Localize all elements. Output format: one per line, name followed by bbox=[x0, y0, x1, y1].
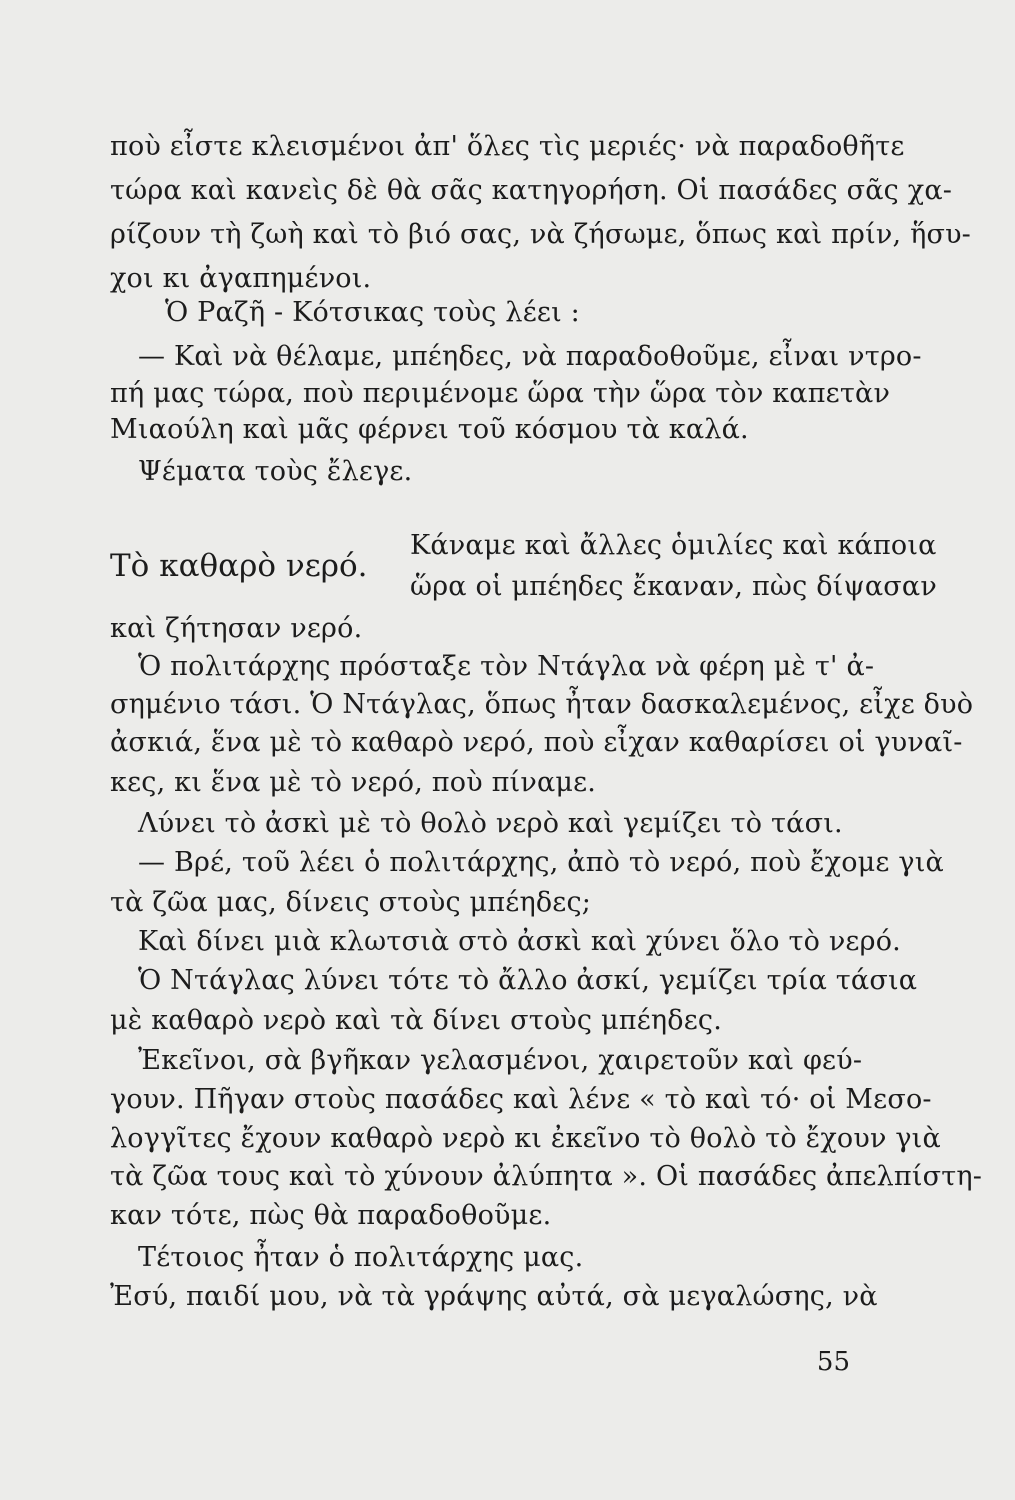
text-line: καν τότε, πὼς θὰ παραδοθοῦμε. bbox=[110, 1200, 552, 1231]
text-line: κες, κι ἕνα μὲ τὸ νερό, ποὺ πίναμε. bbox=[110, 767, 597, 798]
side-heading: Τὸ καθαρὸ νερό. bbox=[110, 548, 368, 584]
text-line: γουν. Πῆγαν στοὺς πασάδες καὶ λένε « τὸ καὶ τό· οἱ Μεσο- bbox=[110, 1084, 932, 1115]
text-line: σημένιο τάσι. Ὁ Ντάγλας, ὅπως ἦταν δασκαλεμένος, εἶχε δυὸ bbox=[110, 689, 974, 720]
text-line: Ψέματα τοὺς ἔλεγε. bbox=[138, 456, 413, 487]
text-line: Λύνει τὸ ἀσκὶ μὲ τὸ θολὸ νερὸ καὶ γεμίζει τὸ τάσι. bbox=[138, 808, 843, 839]
text-line: Ὁ Ντάγλας λύνει τότε τὸ ἄλλο ἀσκί, γεμίζει τρία τάσια bbox=[138, 965, 918, 996]
text-line: — Καὶ νὰ θέλαμε, μπέηδες, νὰ παραδοθοῦμε, εἶναι ντρο- bbox=[138, 341, 922, 372]
text-line: ἀσκιά, ἕνα μὲ τὸ καθαρὸ νερό, ποὺ εἶχαν καθαρίσει οἱ γυναῖ- bbox=[110, 727, 963, 758]
text-line: Ὁ πολιτάρχης πρόσταξε τὸν Ντάγλα νὰ φέρη μὲ τ' ἀ- bbox=[138, 651, 875, 682]
text-line: τὰ ζῶα τους καὶ τὸ χύνουν ἀλύπητα ». Οἱ πασάδες ἀπελπίστη- bbox=[110, 1161, 983, 1192]
text-line: Καὶ δίνει μιὰ κλωτσιὰ στὸ ἀσκὶ καὶ χύνει ὅλο τὸ νερό. bbox=[138, 926, 901, 957]
text-line: χοι κι ἀγαπημένοι. bbox=[110, 263, 372, 294]
text-line: καὶ ζήτησαν νερό. bbox=[110, 613, 363, 644]
text-line: Ὁ Ραζῆ - Κότσικας τοὺς λέει : bbox=[165, 297, 580, 328]
text-line: ρίζουν τὴ ζωὴ καὶ τὸ βιό σας, νὰ ζήσωμε, ὅπως καὶ πρίν, ἥσυ- bbox=[110, 219, 972, 250]
text-line: Κάναμε καὶ ἄλλες ὁμιλίες καὶ κάποια bbox=[410, 530, 937, 561]
text-line: ὥρα οἱ μπέηδες ἔκαναν, πὼς δίψασαν bbox=[410, 571, 937, 602]
text-line: τώρα καὶ κανεὶς δὲ θὰ σᾶς κατηγορήση. Οἱ πασάδες σᾶς χα- bbox=[110, 175, 953, 206]
text-line: τὰ ζῶα μας, δίνεις στοὺς μπέηδες; bbox=[110, 887, 592, 918]
text-line: ποὺ εἶστε κλεισμένοι ἀπ' ὅλες τὶς μεριές· νὰ παραδοθῆτε bbox=[110, 131, 905, 162]
page-number: 55 bbox=[816, 1347, 850, 1377]
text-line: μὲ καθαρὸ νερὸ καὶ τὰ δίνει στοὺς μπέηδες. bbox=[110, 1005, 723, 1036]
text-line: Τέτοιος ἦταν ὁ πολιτάρχης μας. bbox=[138, 1242, 584, 1273]
text-line: Ἐκεῖνοι, σὰ βγῆκαν γελασμένοι, χαιρετοῦν καὶ φεύ- bbox=[138, 1045, 863, 1076]
text-line: — Βρέ, τοῦ λέει ὁ πολιτάρχης, ἀπὸ τὸ νερό, ποὺ ἔχομε γιὰ bbox=[138, 847, 944, 878]
text-line: λογγῖτες ἔχουν καθαρὸ νερὸ κι ἐκεῖνο τὸ θολὸ τὸ ἔχουν γιὰ bbox=[110, 1123, 941, 1154]
text-line: πή μας τώρα, ποὺ περιμένομε ὥρα τὴν ὥρα τὸν καπετὰν bbox=[110, 378, 891, 409]
text-line: Ἐσύ, παιδί μου, νὰ τὰ γράψης αὐτά, σὰ μεγαλώσης, νὰ bbox=[110, 1281, 878, 1312]
text-line: Μιαούλη καὶ μᾶς φέρνει τοῦ κόσμου τὰ καλά. bbox=[110, 414, 749, 445]
